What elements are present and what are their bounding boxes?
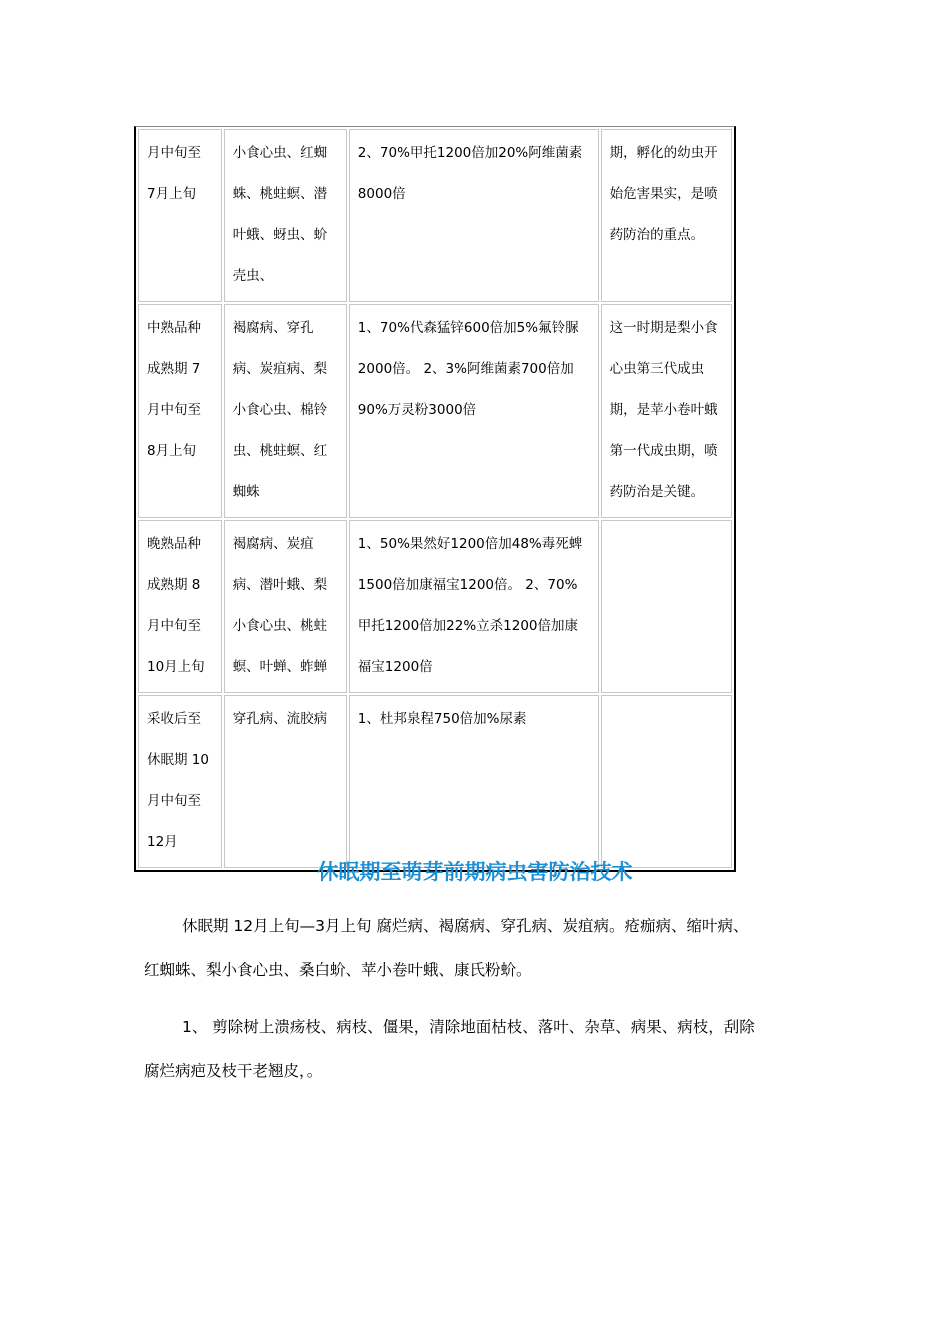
cell-line: 8000倍 [357, 186, 406, 202]
pest-control-table [134, 126, 736, 872]
cell-line: 月中旬至 [147, 402, 201, 418]
period-cell [138, 695, 222, 868]
cell-line: 7月上旬 [147, 186, 197, 202]
cell-line: 蜘蛛 [232, 484, 260, 500]
table-row [138, 129, 732, 302]
cell-line: 月中旬至 [147, 145, 201, 161]
cell-line: 10月上旬 [147, 659, 205, 675]
table-row [138, 695, 732, 868]
cell-line: 晚熟品种 [147, 536, 201, 552]
cell-line: 褐腐病、炭疽 [232, 536, 314, 552]
period-cell [138, 520, 222, 693]
cell-line: 8月上旬 [147, 443, 197, 459]
pest-cell [224, 695, 347, 868]
pest-cell [224, 129, 347, 302]
period-cell [138, 304, 222, 518]
paragraph-pruning-step [144, 1005, 804, 1093]
pesticide-cell [349, 520, 599, 693]
cell-line: 成熟期 8 [147, 577, 201, 593]
paragraph-line: 红蜘蛛、梨小食心虫、桑白蚧、苹小卷叶蛾、康氏粉蚧。 [144, 961, 532, 979]
note-cell [601, 520, 732, 693]
cell-line: 12月 [147, 834, 178, 850]
pesticide-cell [349, 304, 599, 518]
note-cell [601, 304, 732, 518]
cell-line: 中熟品种 [147, 320, 201, 336]
paragraph-dormancy-period [144, 904, 804, 992]
table-body [138, 129, 732, 868]
pest-cell [224, 520, 347, 693]
cell-line: 褐腐病、穿孔 [232, 320, 314, 336]
cell-line: 螟、叶蝉、蚱蝉 [232, 659, 328, 675]
cell-line: 虫、桃蛀螟、红 [232, 443, 328, 459]
cell-line: 心虫第三代成虫 [609, 361, 705, 377]
note-cell [601, 129, 732, 302]
cell-line: 休眠期 10 [147, 752, 209, 768]
cell-line: 成熟期 7 [147, 361, 201, 377]
cell-line: 2000倍。 2、3%阿维菌素700倍加 [357, 361, 574, 377]
cell-line: 90%万灵粉3000倍 [357, 402, 477, 418]
table-row [138, 304, 732, 518]
pest-cell [224, 304, 347, 518]
cell-line: 月中旬至 [147, 793, 201, 809]
cell-line: 福宝1200倍 [357, 659, 433, 675]
cell-line: 甲托1200倍加22%立杀1200倍加康 [357, 618, 579, 634]
cell-line: 这一时期是梨小食 [609, 320, 718, 336]
cell-line: 期，孵化的幼虫开 [609, 145, 718, 161]
cell-line: 病、潜叶蛾、梨 [232, 577, 328, 593]
cell-line: 穿孔病、流胶病 [232, 711, 328, 727]
cell-line: 第一代成虫期，喷 [609, 443, 718, 459]
cell-line: 1、杜邦泉程750倍加%尿素 [357, 711, 527, 727]
cell-line: 壳虫、 [232, 268, 274, 284]
pesticide-cell [349, 129, 599, 302]
cell-line: 小食心虫、桃蛀 [232, 618, 328, 634]
section-title: 休眠期至萌芽前期病虫害防治技术 [317, 860, 633, 884]
paragraph-line: 腐烂病疤及枝干老翘皮，。 [144, 1062, 323, 1080]
cell-line: 病、炭疽病、梨 [232, 361, 328, 377]
cell-line: 小食心虫、红蜘 [232, 145, 328, 161]
cell-line: 药防治的重点。 [609, 227, 705, 243]
cell-line: 蛛、桃蛀螟、潜 [232, 186, 328, 202]
table-row [138, 520, 732, 693]
note-cell [601, 695, 732, 868]
cell-line: 1500倍加康福宝1200倍。 2、70% [357, 577, 578, 593]
cell-line: 1、50%果然好1200倍加48%毒死蜱 [357, 536, 583, 552]
cell-line: 小食心虫、棉铃 [232, 402, 328, 418]
cell-line: 药防治是关键。 [609, 484, 705, 500]
paragraph-line: 休眠期 12月上旬—3月上旬 腐烂病、褐腐病、穿孔病、炭疽病。疮痂病、缩叶病、 [182, 917, 749, 935]
cell-line: 期，是苹小卷叶蛾 [609, 402, 718, 418]
cell-line: 月中旬至 [147, 618, 201, 634]
cell-line: 始危害果实，是喷 [609, 186, 718, 202]
cell-line: 采收后至 [147, 711, 201, 727]
cell-line: 2、70%甲托1200倍加20%阿维菌素 [357, 145, 583, 161]
paragraph-line: 1、 剪除树上溃疡枝、病枝、僵果，清除地面枯枝、落叶、杂草、病果、病枝，刮除 [182, 1018, 755, 1036]
pesticide-cell [349, 695, 599, 868]
period-cell [138, 129, 222, 302]
cell-line: 叶蛾、蚜虫、蚧 [232, 227, 328, 243]
cell-line: 1、70%代森猛锌600倍加5%氟铃脲 [357, 320, 579, 336]
